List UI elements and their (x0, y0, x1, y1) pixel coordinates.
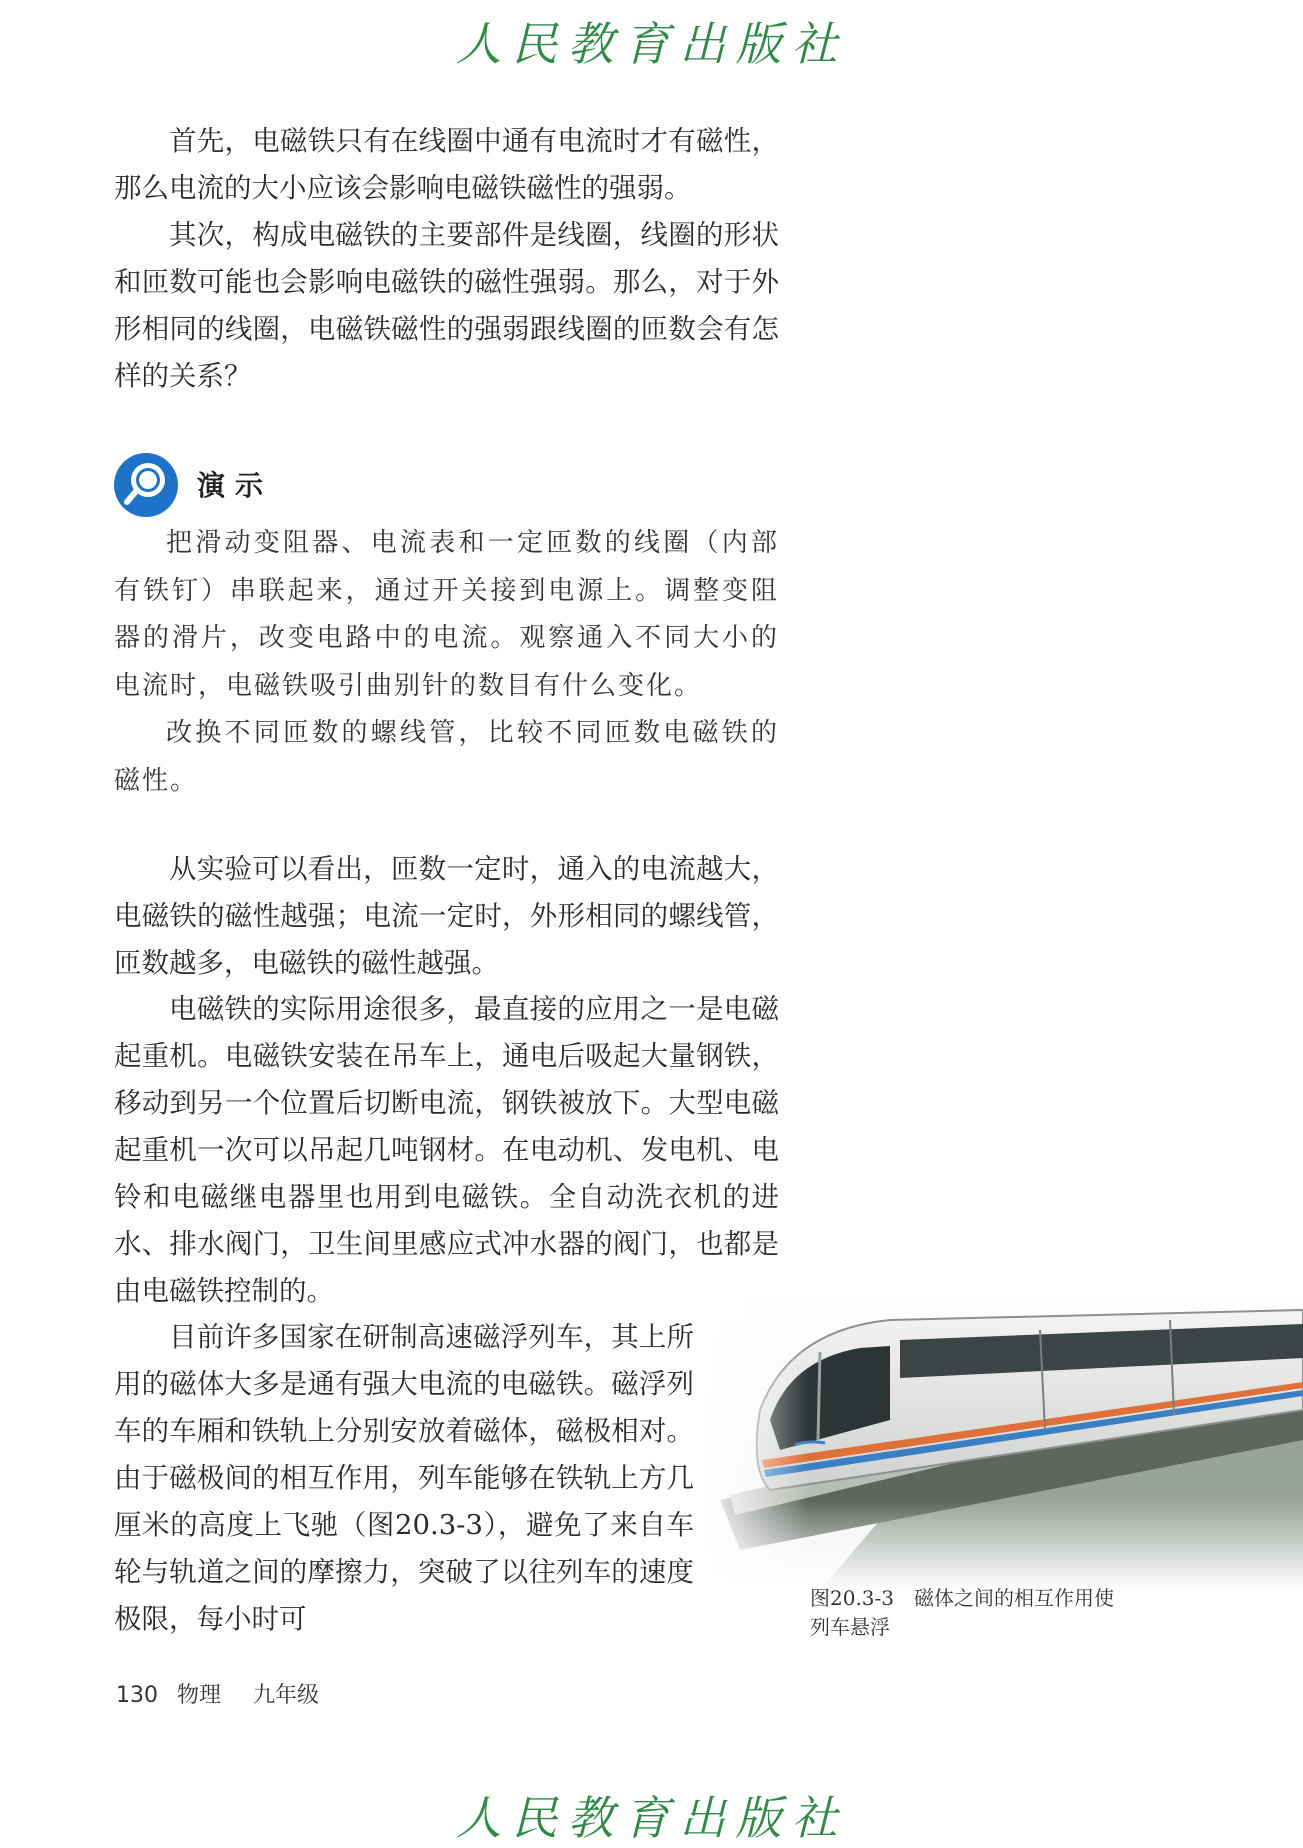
paragraph-3: 从实验可以看出，匝数一定时，通入的电流越大，电磁铁的磁性越强；电流一定时，外形相同的螺线管，匝数越多，电磁铁的磁性越强。 (114, 853, 779, 979)
publisher-logo: 人民教育出版社 (455, 17, 848, 71)
demo-instructions: 把滑动变阻器、电流表和一定匝数的线圈（内部有铁钉）串联起来，通过开关接到电源上。调整变阻器的滑片，改变电路中的电流。观察通入不同大小的电流时，电磁铁吸引曲别针的数目有什么变化。 (114, 528, 779, 701)
page-number: 130 (116, 1683, 158, 1708)
demo-instructions-2: 改换不同匝数的螺线管，比较不同匝数电磁铁的磁性。 (114, 718, 779, 796)
paragraph-2: 其次，构成电磁铁的主要部件是线圈，线圈的形状和匝数可能也会影响电磁铁的磁性强弱。那么，对于外形相同的线圈，电磁铁磁性的强弱跟线圈的匝数会有怎样的关系？ (114, 219, 779, 392)
grade-label: 九年级 (253, 1683, 320, 1708)
paragraph-4: 电磁铁的实际用途很多，最直接的应用之一是电磁起重机。电磁铁安装在吊车上，通电后吸起大量钢铁，移动到另一个位置后切断电流，钢铁被放下。大型电磁起重机一次可以吊起几吨钢材。在电动机、发电机、电铃和电磁继电器里也用到电磁铁。全自动洗衣机的进水、排水阀门，卫生间里感应式冲水器的阀门，也都是由电磁铁控制的。 (114, 993, 779, 1307)
figure-caption: 图20.3-3 磁体之间的相互作用使列车悬浮 (810, 1586, 1115, 1639)
magnifier-icon (113, 452, 179, 518)
paragraph-5: 目前许多国家在研制高速磁浮列车，其上所用的磁体大多是通有强大电流的电磁铁。磁浮列车的车厢和铁轨上分别安放着磁体，磁极相对。由于磁极间的相互作用，列车能够在铁轨上方几厘米的高度上飞驰（图20.3-3），避免了来自车轮与轨道之间的摩擦力，突破了以往列车的速度极限，每小时可 (114, 1321, 694, 1635)
page-footer (116, 1678, 319, 1709)
maglev-train-photo (700, 1290, 1303, 1590)
subject-label: 物理 (177, 1683, 222, 1708)
demo-title: 演示 (197, 469, 274, 502)
paragraph-1: 首先，电磁铁只有在线圈中通有电流时才有磁性，那么电流的大小应该会影响电磁铁磁性的强弱。 (114, 125, 779, 204)
publisher-logo-bottom: 人民教育出版社 (455, 1791, 848, 1845)
